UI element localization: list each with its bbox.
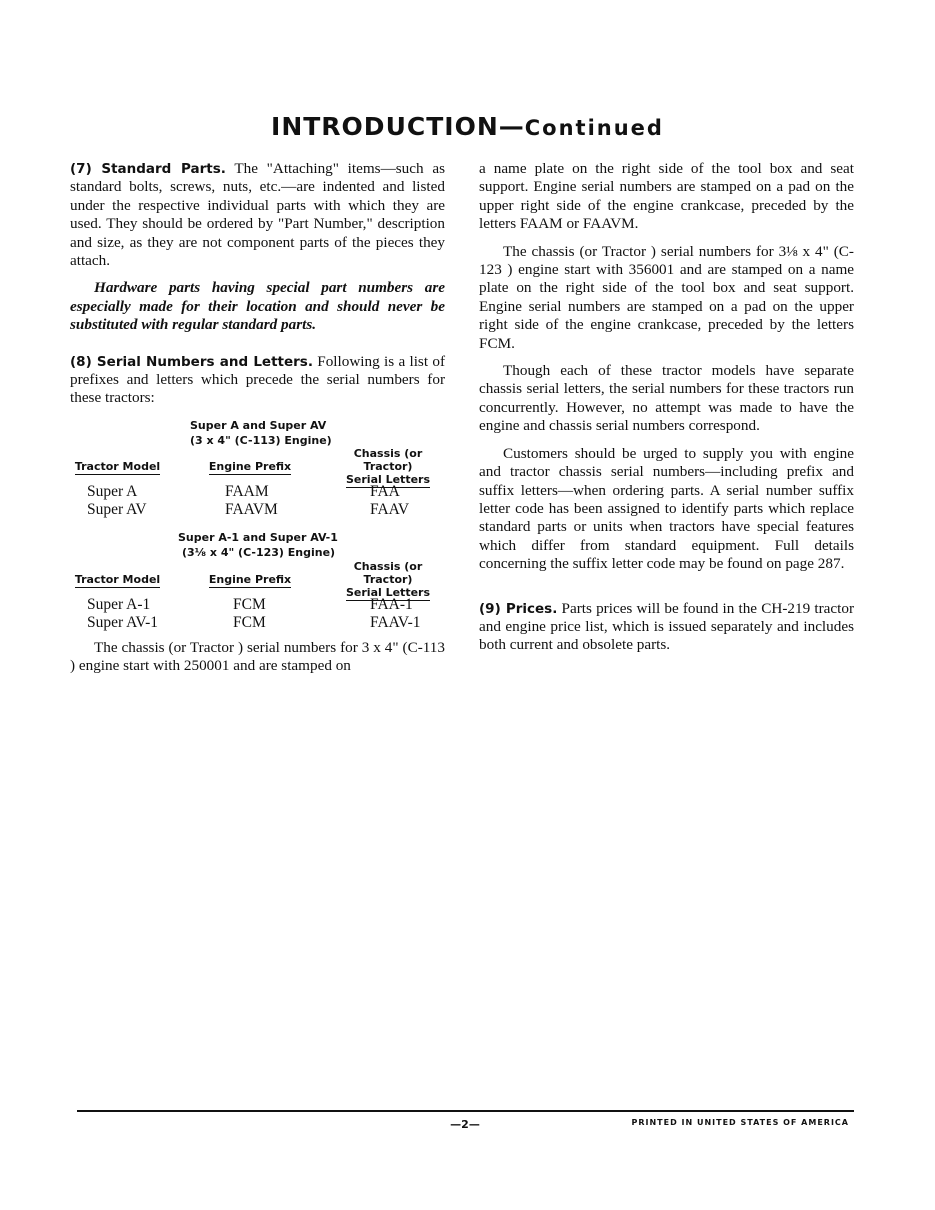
cell-model: Super A (87, 482, 138, 500)
title-continued: Continued (524, 116, 664, 140)
hardware-note: Hardware parts having special part numbers are especially made for their location and should never be substituted with regular standard parts. (70, 279, 445, 334)
col-header-model: Tractor Model (74, 459, 161, 473)
section-9-paragraph (479, 600, 854, 655)
section-7-body: The "Attaching" items—such as standard bolts, screws, nuts, etc.—are indented and listed under the respective individual parts with which they are used. They should be ordered by "Part Number," description and size, as they are not component parts of the pieces they attach. (70, 160, 445, 270)
serial-table-super-a-1 (70, 527, 445, 639)
table-subcaption: (3 x 4" (C-113) Engine) (190, 433, 332, 447)
cell-serial: FAA (370, 482, 400, 500)
footer-rule (77, 1110, 854, 1112)
table-caption: Super A-1 and Super AV-1 (178, 530, 338, 544)
col-header-model: Tractor Model (74, 572, 161, 586)
paragraph-concurrent: Though each of these tractor models have separate chassis serial letters, the serial numbers for these tractors run concurrently. However, no attempt was made to have the engine and chassis serial numbers correspond. (479, 362, 854, 435)
cell-model: Super AV-1 (87, 613, 159, 631)
col-header-prefix: Engine Prefix (208, 572, 292, 586)
cell-prefix: FAAM (225, 482, 269, 500)
col-header-serial: Chassis (or Tractor) Serial Letters (345, 446, 431, 486)
cell-serial: FAAV (370, 500, 410, 518)
cell-prefix: FAAVM (225, 500, 278, 518)
serial-table-super-a (70, 417, 445, 527)
left-column (70, 160, 445, 685)
section-7-paragraph (70, 160, 445, 270)
chassis-serial-paragraph: The chassis (or Tractor ) serial numbers for 3 x 4" (C-113 ) engine start with 250001 and are stamped on (70, 638, 445, 675)
paragraph-customers: Customers should be urged to supply you with engine and tractor chassis serial numbers—including prefix and suffix letters—when ordering parts. A serial number suffix letter code has been assigned to identify parts which replace standard parts or units when tractors have special features which differ from standard equipment. Full details concerning the suffix letter code may be found on page 287. (479, 444, 854, 573)
section-8-body: Following is a list of prefixes and letters which precede the serial numbers for these tractors: (70, 352, 446, 407)
page-number: —2— (450, 1118, 480, 1131)
page-title (0, 112, 935, 141)
paragraph-chassis-c123: The chassis (or Tractor ) serial numbers for 3⅛ x 4" (C-123 ) engine start with 356001 and are stamped on a name plate on the right side of the tool box and seat support. Engine serial numbers are stamped on a pad on the upper right side of the engine crankcase, preceded by the letters FCM. (479, 242, 854, 352)
cell-model: Super AV (87, 500, 147, 518)
cell-prefix: FCM (233, 595, 266, 613)
cell-serial: FAAV-1 (370, 613, 421, 631)
section-9-heading: (9) Prices. (479, 600, 558, 617)
cell-serial: FAA-1 (370, 595, 413, 613)
col-header-prefix: Engine Prefix (208, 459, 292, 473)
section-7-heading: (7) Standard Parts. (70, 161, 226, 177)
right-column (479, 160, 854, 664)
section-9-body: Parts prices will be found in the CH-219 tractor and engine price list, which is issued separately and includes both current and obsolete parts. (479, 599, 854, 654)
table-caption: Super A and Super AV (190, 418, 327, 432)
cell-prefix: FCM (233, 613, 266, 631)
title-main: INTRODUCTION— (271, 112, 525, 141)
cell-model: Super A-1 (87, 595, 151, 613)
section-8-paragraph (70, 353, 445, 408)
table-subcaption: (3⅛ x 4" (C-123) Engine) (182, 545, 336, 559)
col-header-serial: Chassis (or Tractor) Serial Letters (345, 559, 431, 599)
paragraph-name-plate: a name plate on the right side of the tool box and seat support. Engine serial numbers are stamped on a pad on the upper right side of the engine crankcase, preceded by the letters FAAM or FAAVM. (479, 160, 854, 233)
section-8-heading: (8) Serial Numbers and Letters. (70, 353, 313, 370)
printed-notice: PRINTED IN UNITED STATES OF AMERICA (631, 1118, 849, 1127)
